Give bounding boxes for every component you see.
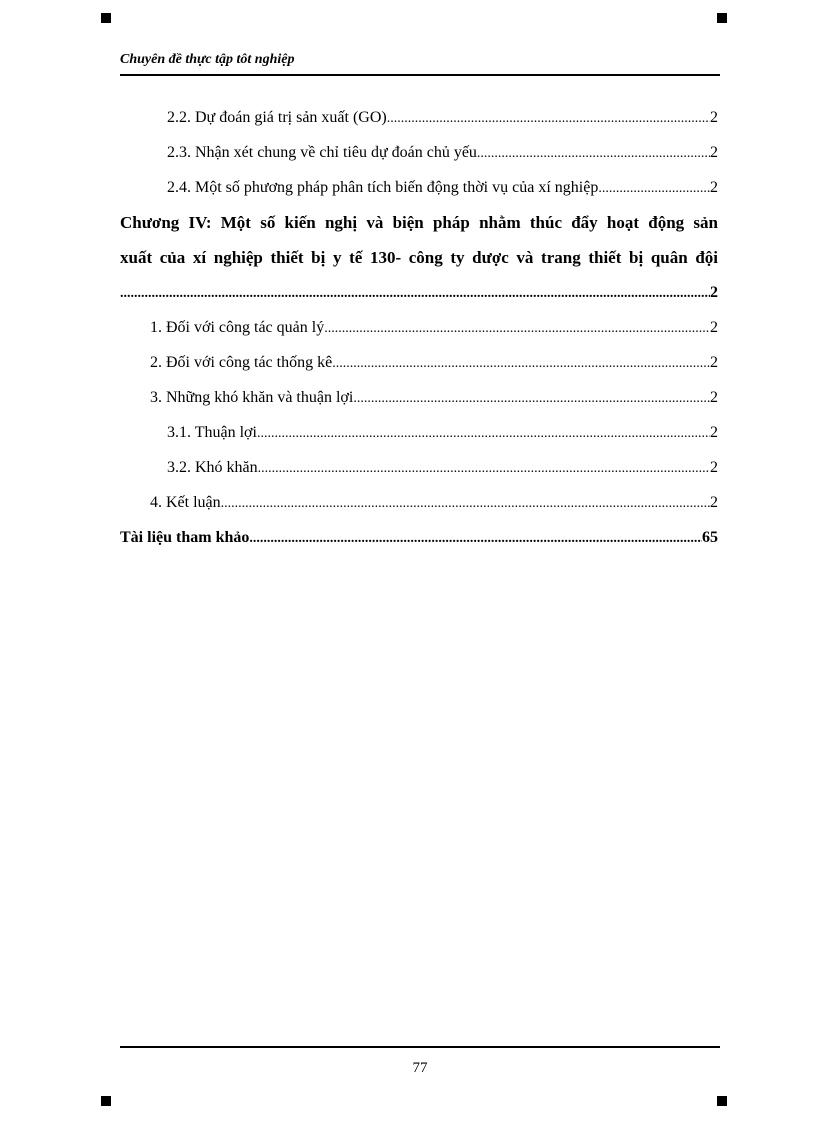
page-number: 77: [412, 1060, 428, 1076]
dot-leader: [324, 311, 710, 346]
toc-entry-page: 2: [710, 459, 718, 476]
toc-entry[interactable]: [120, 415, 718, 450]
toc-entry-page: 2: [710, 494, 718, 511]
dot-leader: [249, 521, 702, 556]
dot-leader: [387, 101, 710, 136]
toc-entry[interactable]: [120, 345, 718, 380]
dot-leader: [477, 136, 710, 171]
dot-leader: [257, 416, 710, 451]
toc-entry-page: 2: [710, 354, 718, 371]
toc-entry-label: 1. Đối với công tác quản lý: [150, 319, 325, 336]
toc-entry-label: 4. Kết luận: [150, 494, 221, 511]
footer-rule: [120, 1046, 720, 1048]
dot-leader: [221, 486, 710, 521]
toc-entry-page: 2: [710, 179, 718, 196]
crop-mark-top-left: [101, 13, 111, 23]
references-entry[interactable]: [120, 520, 718, 555]
dot-leader: [353, 381, 710, 416]
toc-entry[interactable]: [120, 135, 718, 170]
toc-entry[interactable]: [120, 450, 718, 485]
toc-entry-label: 3.2. Khó khăn: [167, 459, 258, 476]
chapter-heading-line-1[interactable]: Chương IV: Một số kiến nghị và biện pháp nhằm thúc đẩy hoạt động sản: [120, 213, 718, 232]
toc-entry-page: 2: [710, 424, 718, 441]
toc-entry[interactable]: [120, 170, 718, 205]
chapter-heading-line-2[interactable]: xuất của xí nghiệp thiết bị y tế 130- công ty dược và trang thiết bị quân đội: [120, 248, 718, 267]
toc-entry-label: 2.3. Nhận xét chung về chỉ tiêu dự đoán chủ yếu: [167, 144, 477, 161]
toc-entry[interactable]: [120, 100, 718, 135]
references-page: 65: [702, 529, 718, 546]
toc-entry-label: 3. Những khó khăn và thuận lợi: [150, 389, 354, 406]
toc-entry-page: 2: [710, 109, 718, 126]
toc-entry-page: 2: [710, 389, 718, 406]
toc-entry-label: 3.1. Thuận lợi: [167, 424, 257, 441]
dot-leader: [120, 276, 710, 311]
dot-leader: [332, 346, 710, 381]
toc-entry[interactable]: [120, 310, 718, 345]
crop-mark-bottom-right: [717, 1096, 727, 1106]
toc-entry[interactable]: [120, 380, 718, 415]
table-of-contents: [120, 100, 718, 555]
header-rule: [120, 74, 720, 76]
toc-entry-label: 2.2. Dự đoán giá trị sản xuất (GO): [167, 109, 387, 126]
toc-entry-label: 2. Đối với công tác thống kê: [150, 354, 333, 371]
chapter-leader-row[interactable]: [120, 275, 718, 310]
toc-entry[interactable]: [120, 485, 718, 520]
crop-mark-top-right: [717, 13, 727, 23]
dot-leader: [258, 451, 710, 486]
crop-mark-bottom-left: [101, 1096, 111, 1106]
toc-entry-page: 2: [710, 319, 718, 336]
running-header: Chuyên đề thực tập tôt nghiệp: [120, 52, 295, 67]
toc-entry-page: 2: [710, 144, 718, 161]
dot-leader: [598, 171, 710, 206]
references-label: Tài liệu tham khảo: [120, 529, 250, 546]
toc-entry-page: 2: [710, 284, 718, 301]
toc-entry-label: 2.4. Một số phương pháp phân tích biến động thời vụ của xí nghiệp: [167, 179, 599, 196]
